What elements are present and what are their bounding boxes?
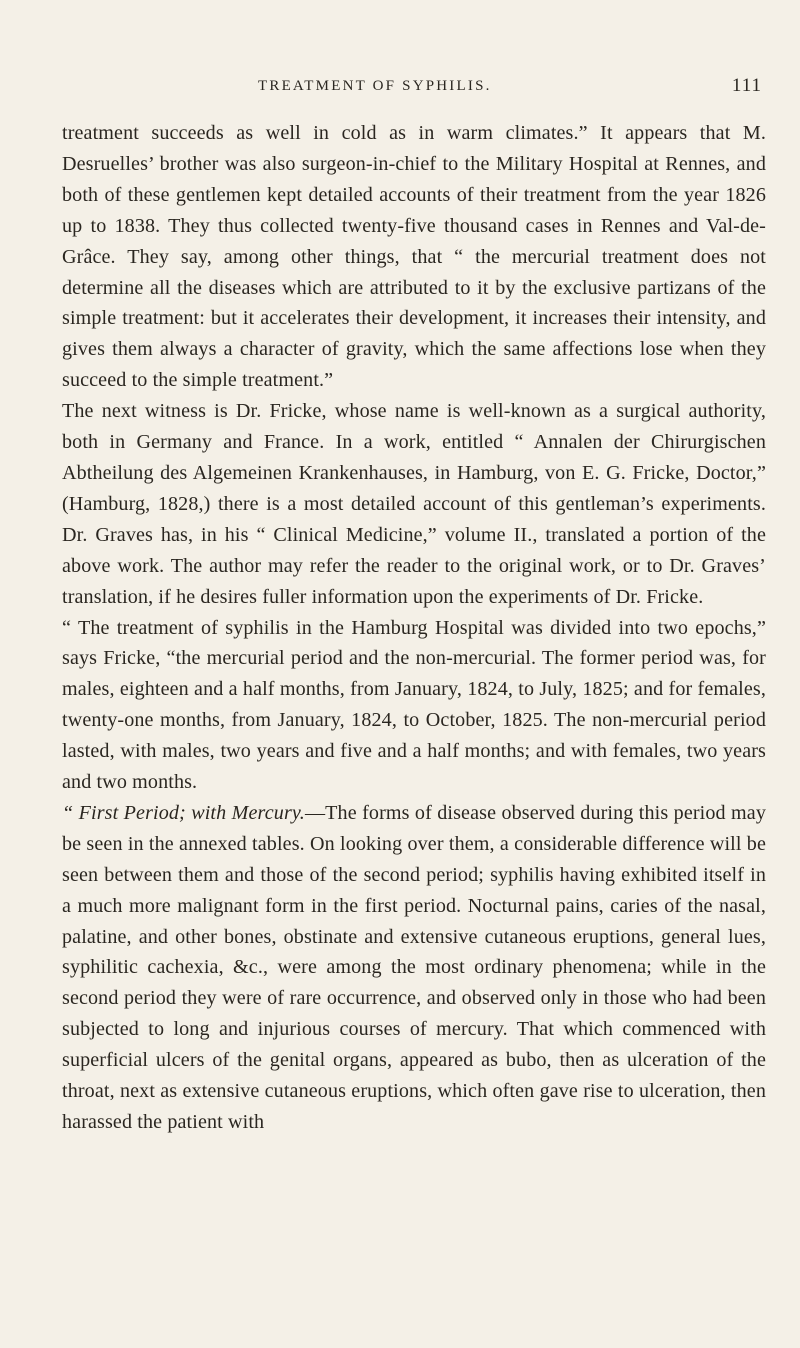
paragraph-3: “ The treatment of syphilis in the Hamburg Hospital was divided into two epochs,” says Fricke, “the mercurial period and the non-mercurial. The former period was, for males, eighteen and a half months, from January, 1824, to July, 1825; and for females, twenty-one months, from January, 1824, to October, 1825. The non-mercurial period lasted, with males, two years and five and a half months; and with females, two years and two months. bbox=[62, 616, 766, 794]
paragraph-1: treatment succeeds as well in cold as in warm climates.” It appears that M. Desruelles’ brother was also surgeon-in-chief to the Military Hospital at Rennes, and both of these gentlemen kept detailed accounts of their treatment from the year 1826 up to 1838. They thus collected twenty-five thousand cases in Rennes and Val-de-Grâce. They say, among other things, that “ the mercurial treatment does not determine all the diseases which are attributed to it by the exclusive partizans of the simple treatment: but it accelerates their development, it increases their intensity, and gives them always a character of gravity, which the same affections lose when they succeed to the simple treatment.” bbox=[62, 122, 766, 392]
paragraph-4-italic-lead: “ First Period; with Mercury. bbox=[62, 801, 305, 824]
paragraph-4 bbox=[62, 798, 766, 1138]
page-header bbox=[0, 75, 800, 102]
running-head: TREATMENT OF SYPHILIS. bbox=[258, 78, 492, 94]
paragraph-2: The next witness is Dr. Fricke, whose name is well-known as a surgical authority, both in Germany and France. In a work, entitled “ Annalen der Chirurgischen Abtheilung des Algemeinen Krankenhauses, in Hamburg, von E. G. Fricke, Doctor,” (Hamburg, 1828,) there is a most detailed account of this gentleman’s experiments. Dr. Graves has, in his “ Clinical Medicine,” volume II., translated a portion of the above work. The author may refer the reader to the original work, or to Dr. Graves’ translation, if he desires fuller information upon the experiments of Dr. Fricke. bbox=[62, 400, 766, 608]
paragraph-4-text: —The forms of disease observed during this period may be seen in the annexed tables. On looking over them, a considerable difference will be seen between them and those of the second period; syphilis having exhibited itself in a much more malignant form in the first period. Nocturnal pains, caries of the nasal, palatine, and other bones, obstinate and extensive cutaneous eruptions, general lues, syphilitic cachexia, &c., were among the most ordinary phenomena; while in the second period they were of rare occurrence, and observed only in those who had been subjected to long and injurious courses of mercury. That which commenced with superficial ulcers of the genital organs, appeared as bubo, then as ulceration of the throat, next as extensive cutaneous eruptions, which often gave rise to ulceration, then harassed the patient with bbox=[62, 801, 766, 1133]
page-number: 111 bbox=[731, 75, 762, 96]
body-text bbox=[62, 118, 766, 1138]
